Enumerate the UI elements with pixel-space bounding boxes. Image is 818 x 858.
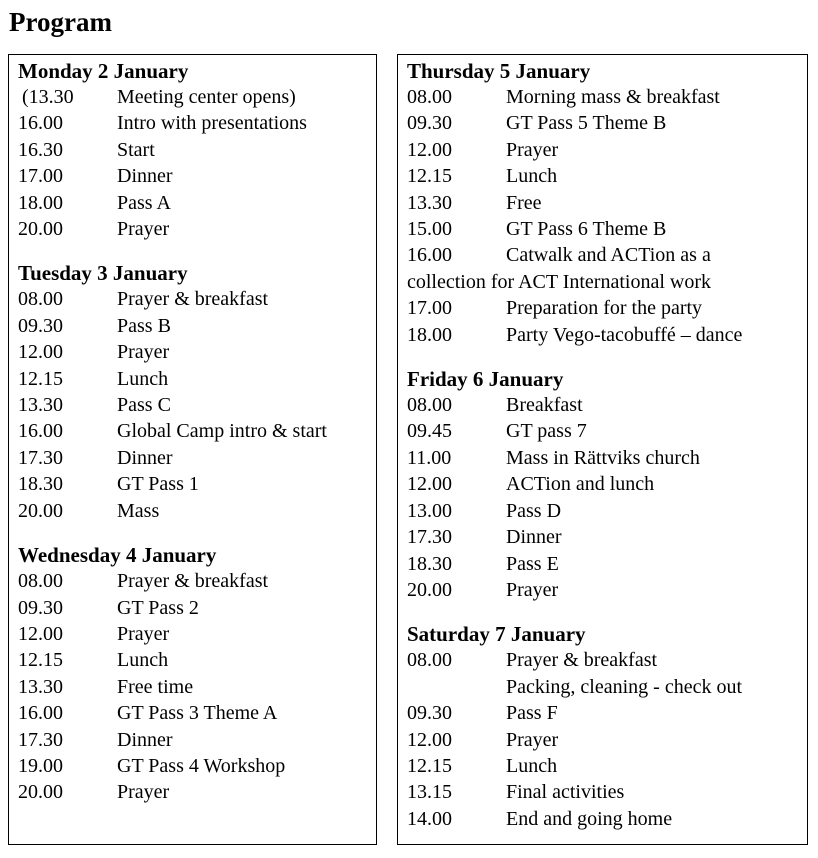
schedule-entry <box>407 753 803 779</box>
entry-activity: Lunch <box>506 165 558 188</box>
entry-time: 12.00 <box>407 473 452 496</box>
entry-activity: Prayer & breakfast <box>117 570 269 593</box>
entry-activity: Dinner <box>117 728 173 751</box>
schedule-entry <box>18 595 372 621</box>
entry-activity: Lunch <box>117 367 169 390</box>
schedule-entry <box>18 445 372 471</box>
program-column-right <box>397 54 808 845</box>
day-section <box>407 366 803 603</box>
entry-activity: Free time <box>117 675 194 698</box>
entry-time: 20.00 <box>407 578 452 601</box>
schedule-entry <box>407 216 803 242</box>
entry-activity: Pass B <box>117 314 171 337</box>
entry-time: 13.15 <box>407 781 452 804</box>
schedule-entry <box>407 445 803 471</box>
entry-activity: Pass F <box>506 702 558 725</box>
entry-time: 18.00 <box>407 323 452 346</box>
entry-time: 12.00 <box>407 138 452 161</box>
schedule-entry <box>18 84 372 110</box>
schedule-entry <box>18 647 372 673</box>
entry-time: 09.30 <box>18 596 63 619</box>
entry-activity: Lunch <box>117 649 169 672</box>
entry-time: 16.00 <box>18 112 63 135</box>
entry-activity: Packing, cleaning - check out <box>506 675 743 698</box>
entry-activity: Meeting center opens) <box>117 86 296 108</box>
schedule-entry <box>407 806 803 832</box>
entry-time: 16.00 <box>18 420 63 443</box>
schedule-entry <box>407 242 803 295</box>
entry-activity: Intro with presentations <box>117 112 307 135</box>
entry-activity: GT pass 7 <box>506 420 587 443</box>
schedule-entry <box>18 163 372 189</box>
day-section <box>18 58 372 242</box>
entry-time: 18.30 <box>18 473 63 496</box>
day-heading: Saturday 7 January <box>407 622 586 647</box>
schedule-entry <box>18 498 372 524</box>
entry-activity: Morning mass & breakfast <box>506 86 720 108</box>
entry-time: 12.15 <box>407 754 452 777</box>
program-table <box>8 54 808 845</box>
entry-activity: GT Pass 1 <box>117 473 199 496</box>
entry-time: 17.00 <box>18 165 63 188</box>
entry-activity: GT Pass 3 Theme A <box>117 702 278 725</box>
program-column-left <box>8 54 377 845</box>
schedule-entry <box>18 779 372 805</box>
entry-time: 16.00 <box>407 244 452 267</box>
entry-activity: Dinner <box>117 446 173 469</box>
schedule-entry <box>407 471 803 497</box>
entry-time: 08.00 <box>407 649 452 672</box>
entry-activity: Start <box>117 138 155 161</box>
schedule-entry <box>407 727 803 753</box>
entry-activity: Prayer <box>506 728 559 751</box>
entry-time: 12.00 <box>407 728 452 751</box>
entry-time: 12.00 <box>18 341 63 364</box>
schedule-entry <box>407 700 803 726</box>
schedule-entry <box>407 577 803 603</box>
entry-activity: Prayer <box>117 218 170 241</box>
schedule-entry <box>407 551 803 577</box>
schedule-entry <box>18 621 372 647</box>
schedule-entry <box>407 110 803 136</box>
day-section <box>407 621 803 832</box>
schedule-entry <box>407 647 803 673</box>
schedule-entry <box>18 366 372 392</box>
entry-time: 13.30 <box>18 394 63 417</box>
entry-time: (13.30 <box>22 86 74 108</box>
schedule-entry <box>407 163 803 189</box>
entry-activity: Breakfast <box>506 394 583 417</box>
entry-time: 12.15 <box>18 367 63 390</box>
entry-activity: Pass C <box>117 394 171 417</box>
day-heading: Tuesday 3 January <box>18 261 188 286</box>
day-section <box>407 58 803 348</box>
day-section <box>18 542 372 806</box>
day-heading: Friday 6 January <box>407 367 564 392</box>
schedule-entry <box>407 779 803 805</box>
entry-time: 09.45 <box>407 420 452 443</box>
entry-activity: Catwalk and ACTion as a <box>506 244 711 267</box>
schedule-entry <box>18 753 372 779</box>
entry-activity: GT Pass 6 Theme B <box>506 218 667 241</box>
entry-activity: End and going home <box>506 807 673 830</box>
entry-time <box>407 674 506 700</box>
entry-activity: Pass A <box>117 191 171 214</box>
schedule-entry <box>407 322 803 348</box>
entry-activity: Prayer & breakfast <box>117 288 269 311</box>
entry-time: 17.00 <box>407 297 452 320</box>
schedule-entry <box>18 568 372 594</box>
entry-time: 14.00 <box>407 807 452 830</box>
entry-time: 17.30 <box>407 526 452 549</box>
entry-time: 19.00 <box>18 754 63 777</box>
day-heading: Thursday 5 January <box>407 59 591 83</box>
entry-time: 09.30 <box>407 702 452 725</box>
entry-activity: Global Camp intro & start <box>117 420 327 443</box>
entry-activity: GT Pass 2 <box>117 596 199 619</box>
entry-time: 09.30 <box>18 314 63 337</box>
schedule-entry <box>18 471 372 497</box>
schedule-entry <box>18 339 372 365</box>
schedule-entry <box>18 190 372 216</box>
schedule-entry <box>407 524 803 550</box>
entry-time: 09.30 <box>407 112 452 135</box>
schedule-entry <box>18 313 372 339</box>
schedule-entry <box>18 216 372 242</box>
entry-time: 17.30 <box>18 446 63 469</box>
entry-activity: Prayer <box>506 138 559 161</box>
schedule-entry <box>18 137 372 163</box>
schedule-entry <box>18 418 372 444</box>
entry-time: 18.00 <box>18 191 63 214</box>
page-title: Program <box>9 7 112 37</box>
schedule-entry <box>407 674 803 700</box>
entry-activity: GT Pass 5 Theme B <box>506 112 667 135</box>
entry-activity: ACTion and lunch <box>506 473 655 496</box>
schedule-entry <box>407 190 803 216</box>
entry-time: 12.00 <box>18 622 63 645</box>
right-column-content <box>407 58 803 832</box>
entry-time: 11.00 <box>407 446 452 469</box>
schedule-entry <box>18 286 372 312</box>
entry-activity: Mass in Rättviks church <box>506 446 700 469</box>
entry-time: 16.30 <box>18 138 63 161</box>
entry-activity: Prayer <box>506 578 559 601</box>
entry-activity: Preparation for the party <box>506 297 703 320</box>
entry-activity-continuation: collection for ACT International work <box>407 270 711 293</box>
entry-time: 08.00 <box>407 86 452 108</box>
schedule-entry <box>407 295 803 321</box>
entry-activity: Dinner <box>506 526 562 549</box>
schedule-entry <box>407 137 803 163</box>
entry-time: 12.15 <box>18 649 63 672</box>
entry-activity: Pass E <box>506 552 559 575</box>
entry-activity: Prayer <box>117 341 170 364</box>
entry-activity: Prayer <box>117 781 170 804</box>
day-section <box>18 260 372 524</box>
day-heading: Wednesday 4 January <box>18 543 217 568</box>
entry-time: 20.00 <box>18 781 63 804</box>
schedule-entry <box>18 392 372 418</box>
left-column-content <box>18 58 372 806</box>
schedule-entry <box>407 498 803 524</box>
entry-time: 18.30 <box>407 552 452 575</box>
schedule-entry <box>18 700 372 726</box>
schedule-entry <box>18 110 372 136</box>
entry-activity: Mass <box>117 499 160 522</box>
entry-activity: Final activities <box>506 781 625 804</box>
entry-time: 13.00 <box>407 499 452 522</box>
entry-time: 13.30 <box>18 675 63 698</box>
entry-time: 16.00 <box>18 702 63 725</box>
entry-activity: Party Vego-tacobuffé – dance <box>506 323 743 346</box>
entry-activity: GT Pass 4 Workshop <box>117 754 286 777</box>
entry-time: 15.00 <box>407 218 452 241</box>
entry-activity: Prayer <box>117 622 170 645</box>
entry-activity: Prayer & breakfast <box>506 649 658 672</box>
entry-time: 20.00 <box>18 218 63 241</box>
entry-time: 08.00 <box>407 394 452 417</box>
schedule-entry-line <box>407 242 803 268</box>
schedule-entry <box>18 674 372 700</box>
day-heading: Monday 2 January <box>18 59 189 83</box>
schedule-entry <box>407 84 803 110</box>
schedule-entry <box>407 418 803 444</box>
entry-time: 13.30 <box>407 191 452 214</box>
entry-activity: Free <box>506 191 542 214</box>
schedule-entry <box>407 392 803 418</box>
entry-time: 08.00 <box>18 288 63 311</box>
entry-activity: Pass D <box>506 499 562 522</box>
entry-activity: Lunch <box>506 754 558 777</box>
entry-time: 20.00 <box>18 499 63 522</box>
entry-time: 08.00 <box>18 570 63 593</box>
entry-time: 12.15 <box>407 165 452 188</box>
schedule-entry <box>18 727 372 753</box>
entry-activity: Dinner <box>117 165 173 188</box>
entry-time: 17.30 <box>18 728 63 751</box>
